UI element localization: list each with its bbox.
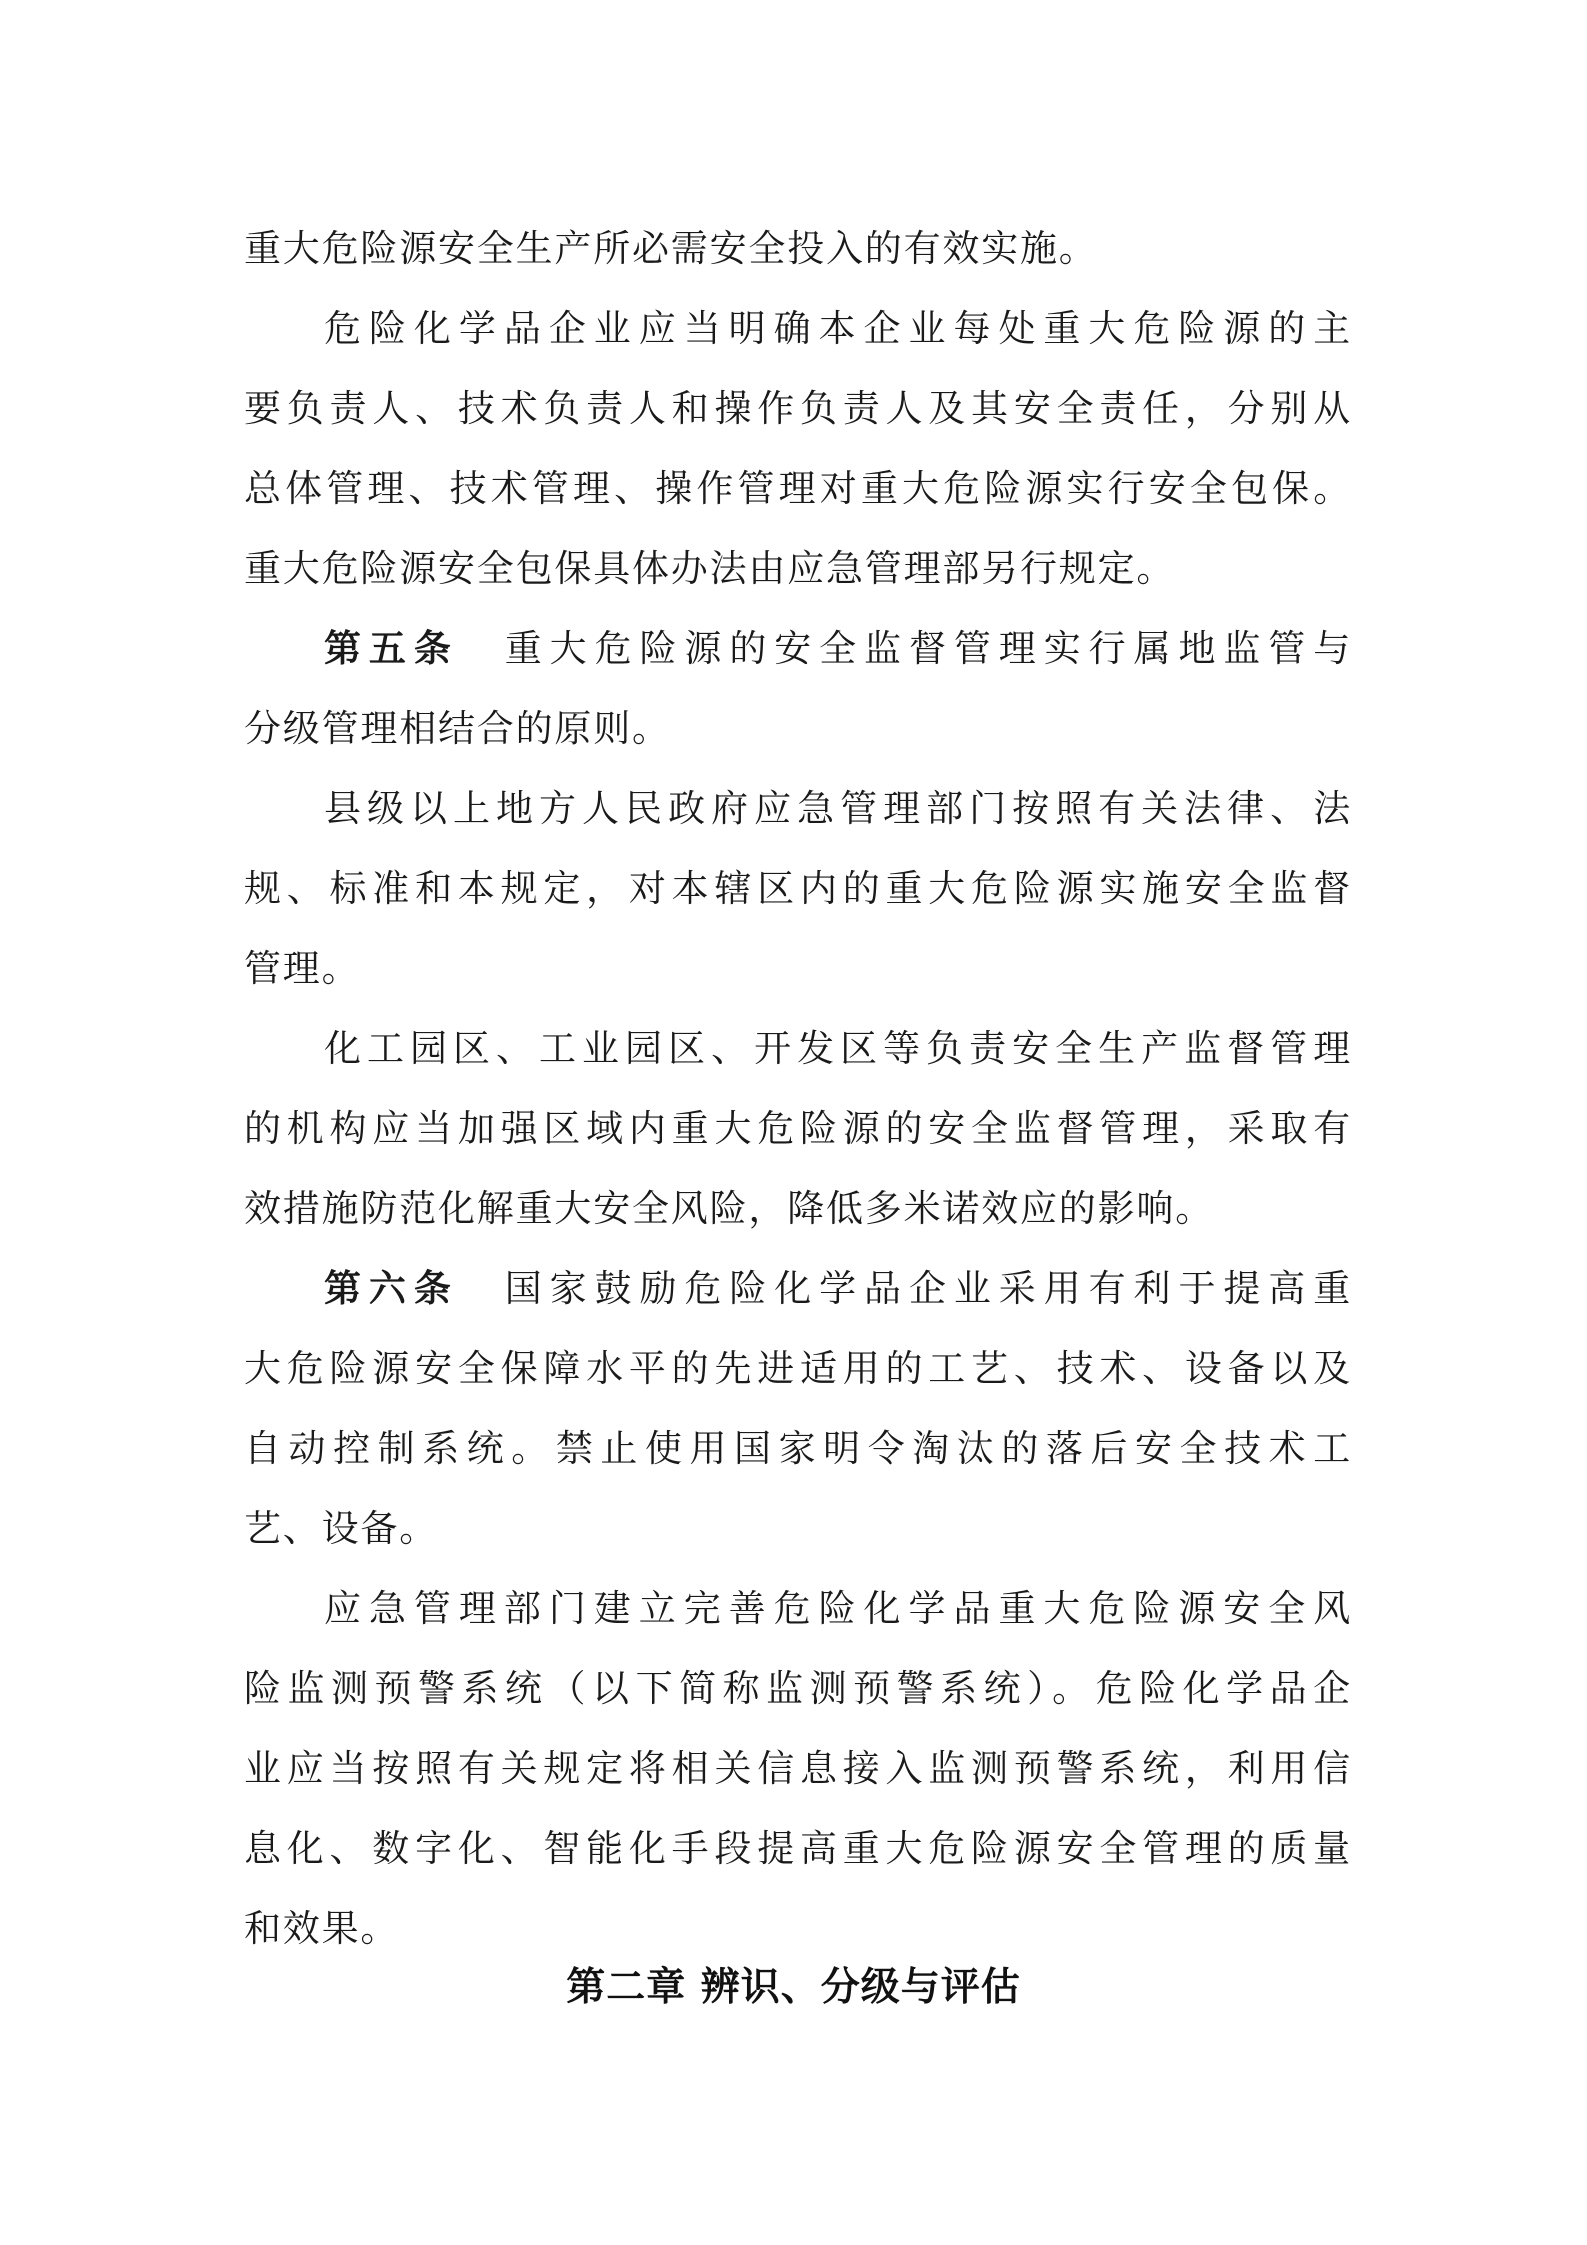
paragraph-line: 县级以上地方人民政府应急管理部门按照有关法律、法 [324,787,1352,830]
article-6-line [324,1265,1352,1313]
paragraph-line: 和效果。 [244,1907,400,1950]
paragraph-line: 重大危险源安全生产所必需安全投入的有效实施。 [244,227,1098,270]
paragraph-line: 应急管理部门建立完善危险化学品重大危险源安全风 [324,1587,1352,1630]
chapter-heading: 第二章 辨识、分级与评估 [566,1965,1021,2010]
paragraph-line: 管理。 [244,947,361,990]
paragraph-line: 效措施防范化解重大安全风险，降低多米诺效应的影响。 [244,1187,1214,1230]
paragraph-line: 险监测预警系统（以下简称监测预警系统）。危险化学品企 [244,1667,1352,1710]
paragraph-line: 化工园区、工业园区、开发区等负责安全生产监督管理 [324,1027,1352,1070]
paragraph-line: 要负责人、技术负责人和操作负责人及其安全责任，分别从 [244,387,1352,430]
article-5-number: 第五条 [324,627,459,670]
article-5-line [324,625,1352,673]
paragraph-line: 业应当按照有关规定将相关信息接入监测预警系统，利用信 [244,1747,1352,1790]
paragraph-line: 艺、设备。 [244,1507,438,1550]
paragraph-line: 息化、数字化、智能化手段提高重大危险源安全管理的质量 [244,1827,1352,1870]
paragraph-line: 分级管理相结合的原则。 [244,707,671,750]
article-6-text: 国家鼓励危险化学品企业采用有利于提高重 [504,1267,1352,1310]
paragraph-line: 重大危险源安全包保具体办法由应急管理部另行规定。 [244,547,1176,590]
paragraph-line: 自动控制系统。禁止使用国家明令淘汰的落后安全技术工 [244,1427,1352,1470]
article-6-number: 第六条 [324,1267,459,1310]
paragraph-line: 危险化学品企业应当明确本企业每处重大危险源的主 [324,307,1352,350]
paragraph-line: 的机构应当加强区域内重大危险源的安全监督管理，采取有 [244,1107,1352,1150]
article-5-text: 重大危险源的安全监督管理实行属地监管与 [504,627,1352,670]
paragraph-line: 总体管理、技术管理、操作管理对重大危险源实行安全包保。 [244,467,1352,510]
paragraph-line: 大危险源安全保障水平的先进适用的工艺、技术、设备以及 [244,1347,1352,1390]
paragraph-line: 规、标准和本规定，对本辖区内的重大危险源实施安全监督 [244,867,1352,910]
